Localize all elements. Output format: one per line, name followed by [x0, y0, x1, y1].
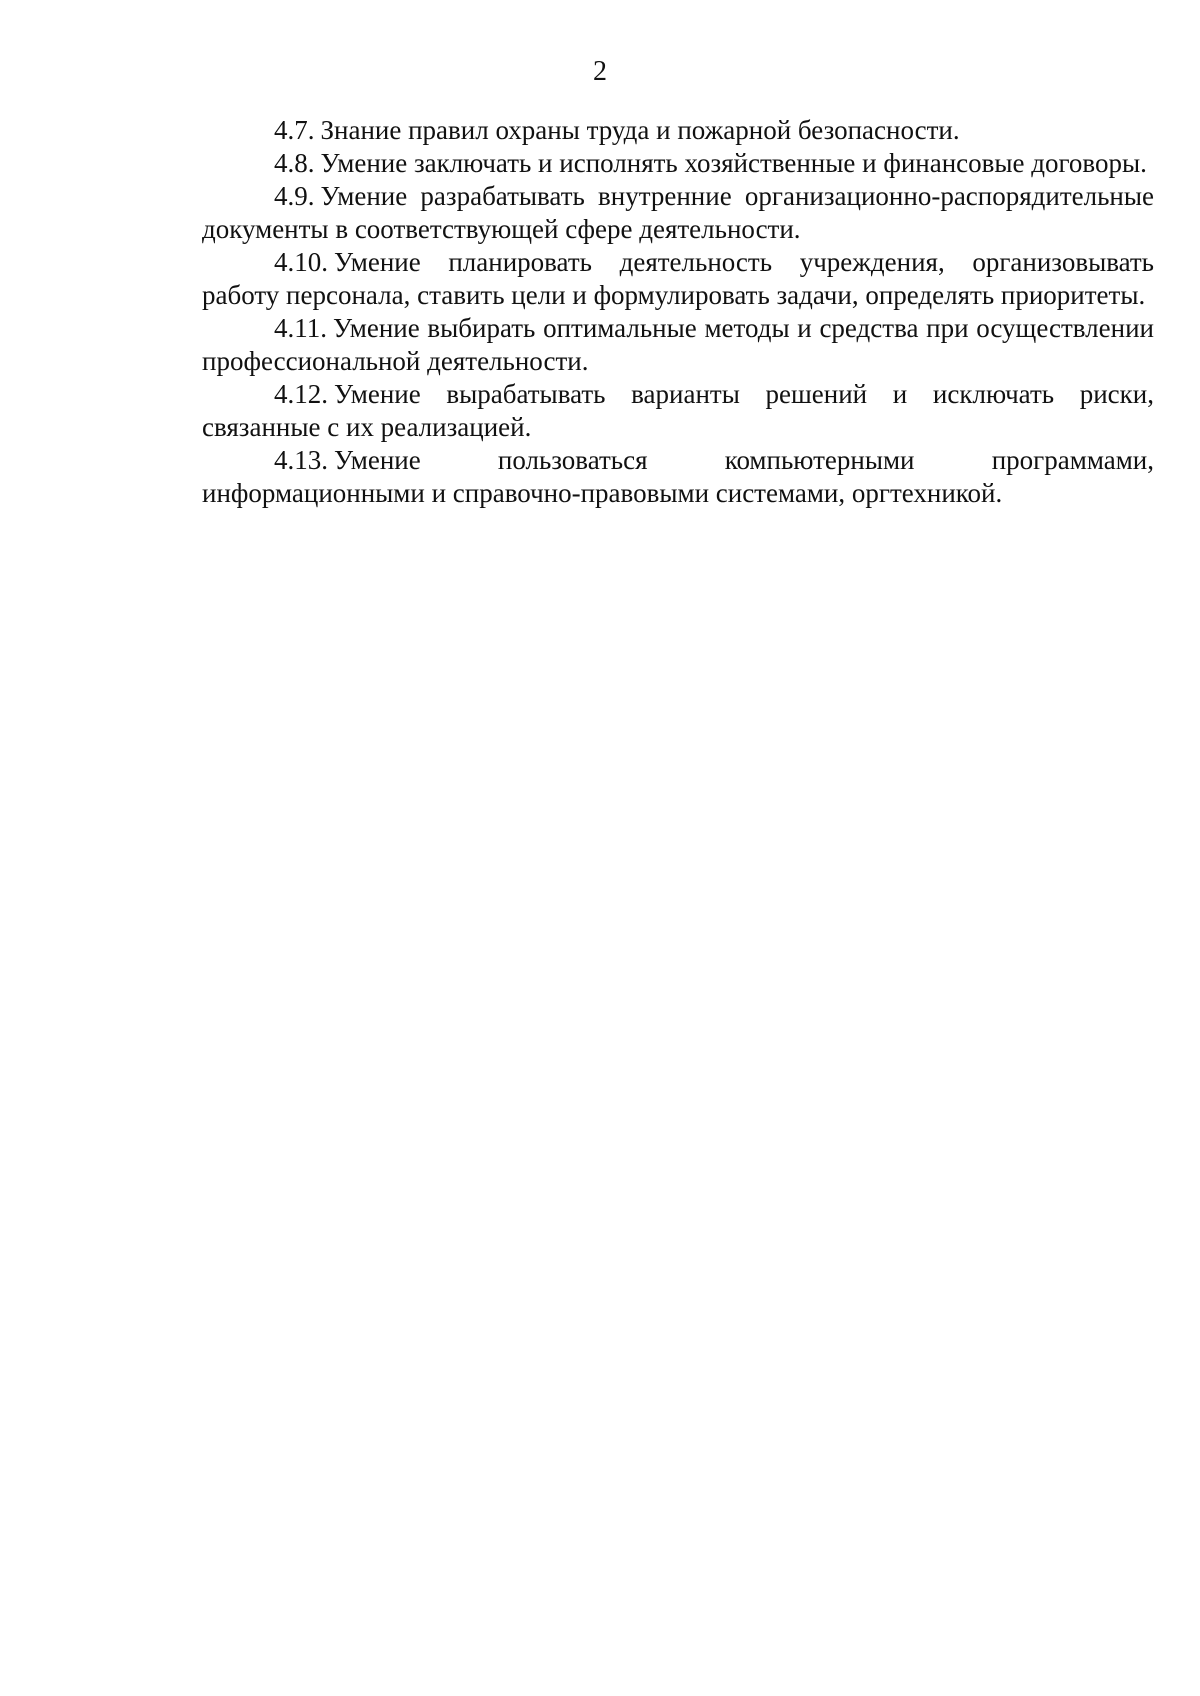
list-item	[202, 444, 1154, 510]
list-item	[202, 180, 1154, 246]
item-number: 4.12.	[274, 379, 328, 409]
item-text: Умение заключать и исполнять хозяйственные и финансовые договоры.	[320, 148, 1147, 178]
item-text: Умение выбирать оптимальные методы и средства при осуществлении профессиональной деятельности.	[202, 313, 1154, 376]
list-item	[202, 246, 1154, 312]
item-text: Знание правил охраны труда и пожарной безопасности.	[320, 115, 960, 145]
item-text: Умение планировать деятельность учреждения, организовывать работу персонала, ставить цели и формулировать задачи, определять приоритеты.	[202, 247, 1154, 310]
item-number: 4.10.	[274, 247, 328, 277]
item-text: Умение вырабатывать варианты решений и исключать риски, связанные с их реализацией.	[202, 379, 1154, 442]
item-number: 4.11.	[274, 313, 327, 343]
item-number: 4.8.	[274, 148, 315, 178]
list-item	[202, 114, 1154, 147]
item-number: 4.7.	[274, 115, 315, 145]
item-text: Умение пользоваться компьютерными программами, информационными и справочно-правовыми системами, оргтехникой.	[202, 445, 1154, 508]
document-body	[202, 114, 1154, 510]
list-item	[202, 378, 1154, 444]
item-number: 4.13.	[274, 445, 328, 475]
list-item	[202, 312, 1154, 378]
item-text: Умение разрабатывать внутренние организационно-распорядительные документы в соответствующей сфере деятельности.	[202, 181, 1154, 244]
list-item	[202, 147, 1154, 180]
page-number: 2	[593, 56, 607, 87]
item-number: 4.9.	[274, 181, 315, 211]
